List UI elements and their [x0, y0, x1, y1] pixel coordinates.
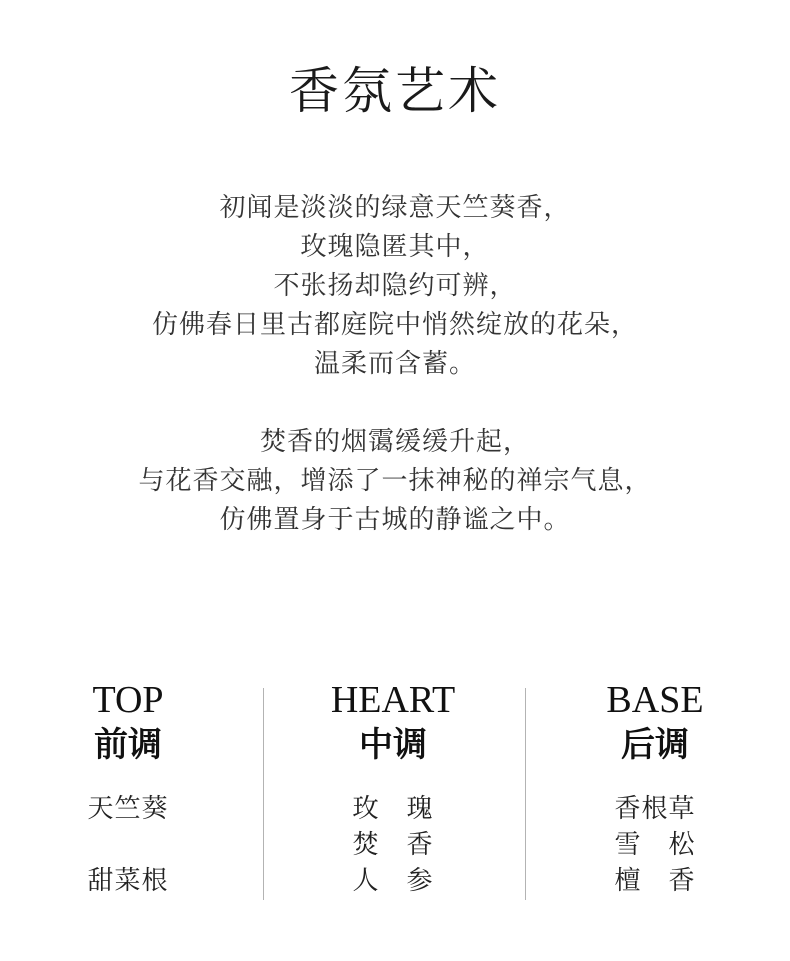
- base-notes-label-en: BASE: [606, 679, 704, 721]
- top-notes-list: [18, 790, 238, 898]
- top-notes-label-en: TOP: [92, 679, 164, 721]
- heart-notes-label-en: HEART: [330, 679, 456, 721]
- description-paragraph-1: [0, 188, 790, 383]
- column-divider: [525, 688, 526, 900]
- description: [0, 188, 790, 539]
- top-notes-column: [18, 681, 238, 898]
- description-line: 与花香交融，增添了一抹神秘的禅宗气息，: [138, 465, 652, 495]
- description-line: 温柔而含蓄。: [313, 348, 476, 378]
- note-item: 玫 瑰: [352, 793, 434, 823]
- note-item: 天竺葵: [87, 793, 169, 823]
- description-line: 仿佛置身于古城的静谧之中。: [219, 504, 571, 534]
- description-line: 焚香的烟霭缓缓升起，: [259, 426, 530, 456]
- description-line: 玫瑰隐匿其中，: [300, 231, 490, 261]
- description-line: 初闻是淡淡的绿意天竺葵香，: [219, 192, 571, 222]
- base-notes-column: [545, 681, 765, 898]
- description-line: 不张扬却隐约可辨，: [273, 270, 517, 300]
- note-item: 甜菜根: [87, 865, 169, 895]
- note-item: 香根草: [614, 793, 696, 823]
- base-notes-list: [545, 790, 765, 898]
- note-item: 焚 香: [352, 829, 434, 859]
- description-line: 仿佛春日里古都庭院中悄然绽放的花朵，: [151, 309, 638, 339]
- heart-notes-label-zh: 中调: [359, 726, 427, 764]
- heart-notes-list: [283, 790, 503, 898]
- heart-notes-column: [283, 681, 503, 898]
- base-notes-label-zh: 后调: [621, 726, 689, 764]
- page-title: 香氛艺术: [289, 63, 501, 119]
- note-item: 人 参: [352, 865, 434, 895]
- top-notes-label-zh: 前调: [94, 726, 162, 764]
- note-item: 雪 松: [614, 829, 696, 859]
- note-item: 檀 香: [614, 865, 696, 895]
- column-divider: [263, 688, 264, 900]
- description-paragraph-2: [0, 422, 790, 539]
